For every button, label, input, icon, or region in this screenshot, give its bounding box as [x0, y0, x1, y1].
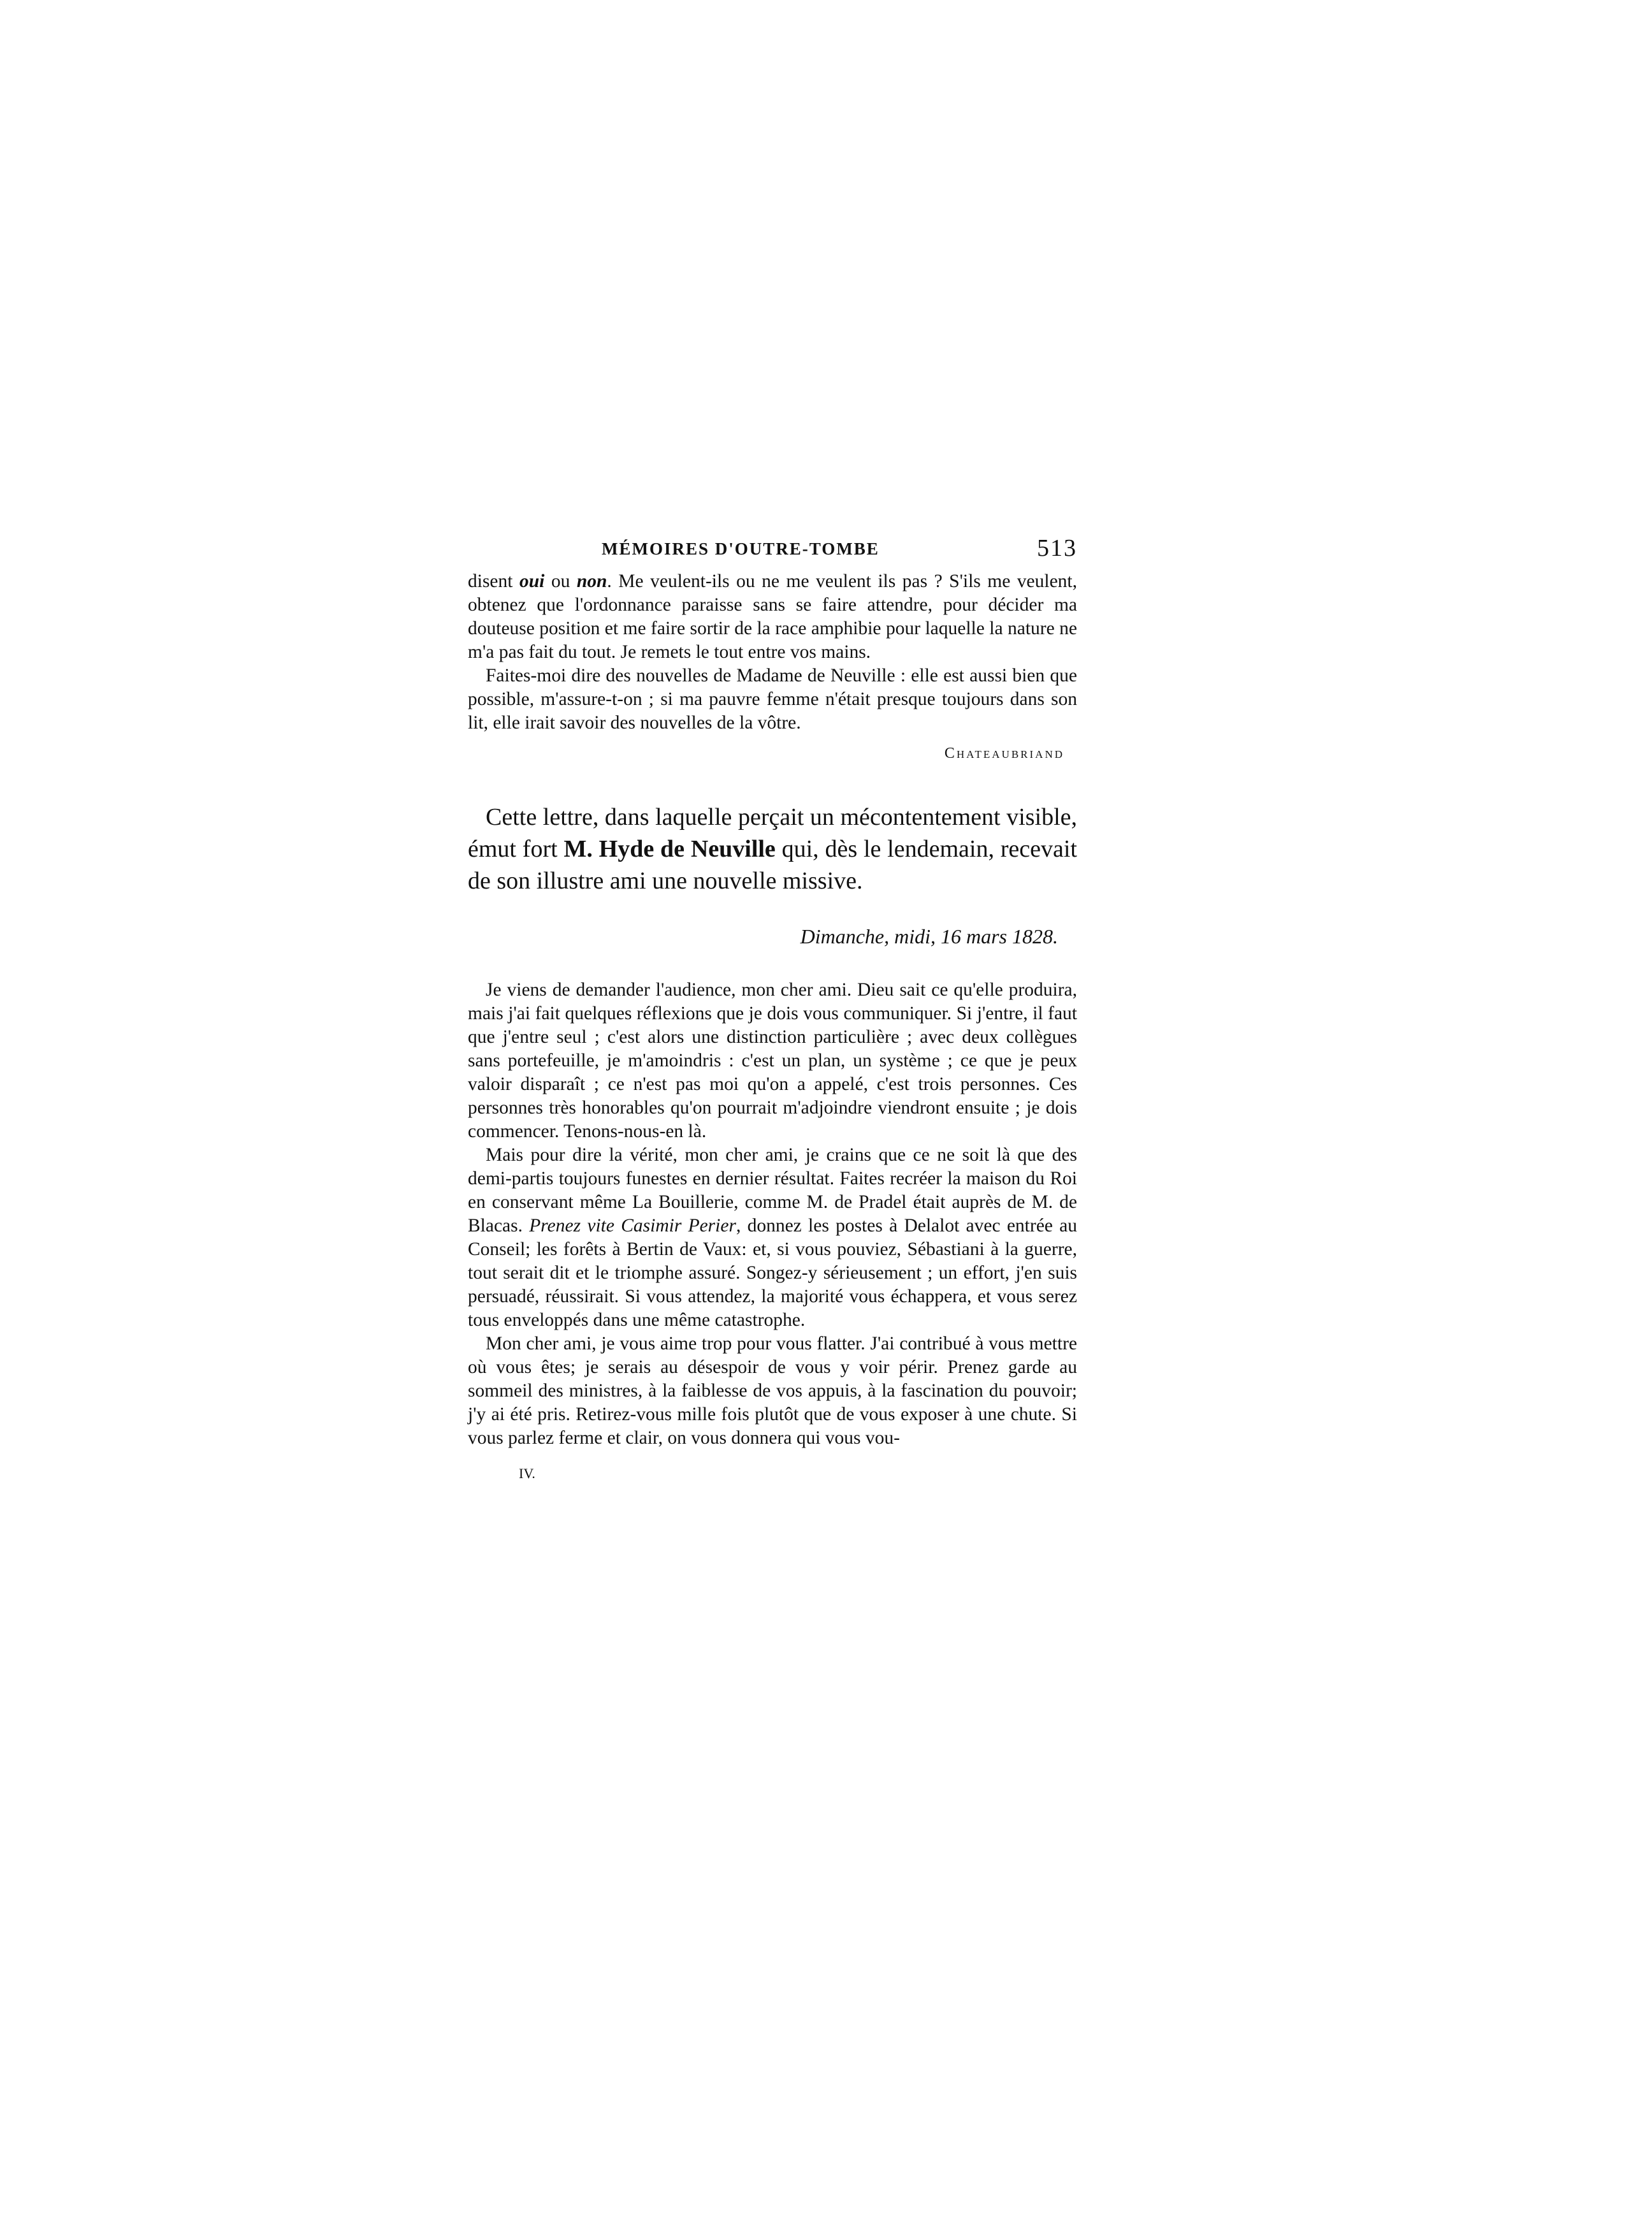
letter-paragraph: Faites-moi dire des nouvelles de Madame de Neuville : elle est aussi bien que possible, m'assure-t-on ; si ma pauvre femme n'était presque toujours dans son lit, elle irait savoir des nouvelles de la vôtre. — [468, 665, 1077, 733]
text-run: ou — [544, 571, 577, 592]
letter-paragraph — [468, 570, 1077, 664]
letter-first — [468, 570, 1077, 771]
letter-paragraph: Je viens de demander l'audience, mon cher ami. Dieu sait ce qu'elle produira, mais j'ai fait quelques réflexions que je dois vous communiquer. Si j'entre, il faut que j'entre seul ; c'est alors une distinction particulière ; avec deux collègues sans portefeuille, je m'amoindris : c'est un plan, un système ; ce que je peux valoir disparaît ; ce n'est pas moi qu'on a appelé, c'est trois personnes. Ces personnes très honorables qu'on pourrait m'adjoindre viendront ensuite ; je dois commencer. Tenons-nous-en là. — [468, 980, 1077, 1142]
letter-dateline: Dimanche, midi, 16 mars 1828. — [800, 925, 1058, 948]
text-run: , donnez les postes à Delalot avec entrée au Conseil; les forêts à Bertin de Vaux: et, si vous pouviez, Sébastiani à la guerre, tout serait dit et le triomphe assuré. Songez-y sérieusement ; un effort, j'en suis persuadé, réussirait. Si vous attendez, la majorité vous échappera, et vous serez tous enveloppés dans une même catastrophe. — [468, 1216, 1077, 1330]
text-run: . Me veulent-ils ou ne me veulent ils pas ? S'ils me veulent, obtenez que l'ordonnance paraisse sans se faire attendre, pour décider ma douteuse position et me faire sortir de la race amphibie pour laquelle la nature ne m'a pas fait du tout. Je remets le tout entre vos mains. — [468, 571, 1077, 662]
running-title: MÉMOIRES D'OUTRE-TOMBE — [602, 539, 880, 558]
book-page — [468, 534, 1077, 1485]
text-run: Cette lettre, dans laquelle perçait un mécontentement visible, émut fort — [468, 804, 1077, 862]
person-name: M. Hyde de Neuville — [563, 836, 776, 862]
emphasis-non: non — [576, 571, 607, 592]
emphasis-text: Prenez vite Casimir Perier — [529, 1216, 736, 1236]
letter-second — [468, 978, 1077, 1450]
running-head — [468, 534, 1077, 570]
emphasis-oui: oui — [519, 571, 545, 592]
letter-paragraph: Mon cher ami, je vous aime trop pour vous flatter. J'ai contribué à vous mettre où vous êtes; je serais au désespoir de vous y voir périr. Prenez garde au sommeil des ministres, à la faiblesse de vos appuis, à la fascination du pouvoir; j'y ai été pris. Retirez-vous mille fois plutôt que de vous exposer à une chute. Si vous parlez ferme et clair, on vous donnera qui vous vou- — [468, 1333, 1077, 1448]
page-number: 513 — [1037, 535, 1077, 562]
signature-mark: IV. — [519, 1465, 535, 1481]
narrative-paragraph — [468, 801, 1077, 897]
text-run: qui, dès le lendemain, recevait de son illustre ami une nouvelle missive. — [468, 836, 1077, 894]
letter-paragraph — [468, 1143, 1077, 1332]
signature: Chateaubriand — [944, 745, 1064, 762]
text-run: disent — [468, 571, 519, 592]
text-run: Mais pour dire la vérité, mon cher ami, je crains que ce ne soit là que des demi-partis toujours funestes en dernier résultat. Faites recréer la maison du Roi en conservant même La Bouillerie, comme M. de Pradel était auprès de M. de Blacas. — [468, 1145, 1077, 1236]
narrative-text — [468, 801, 1077, 897]
